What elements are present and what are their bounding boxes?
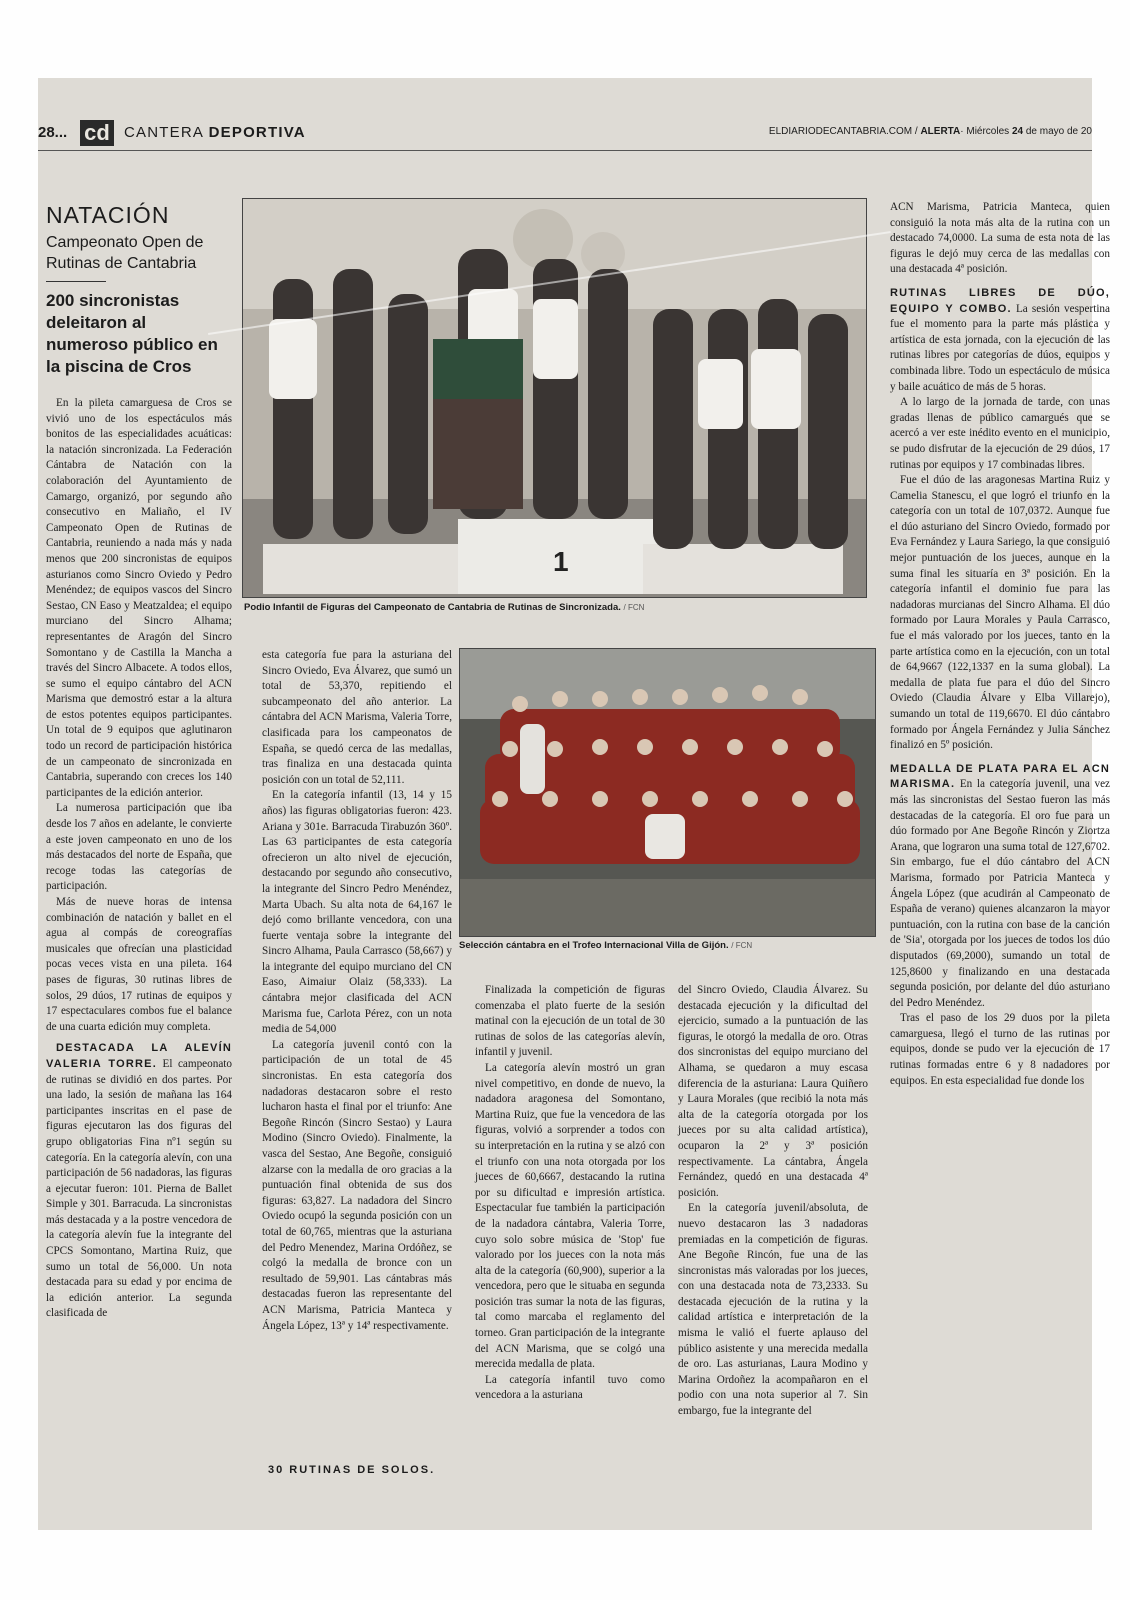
paragraph: En la categoría infantil (13, 14 y 15 años) las figuras obligatorias fueron: 423. Ariana y 301e. Barracuda Tirabuzón 360º. Las 63 participantes de esta categoría ofrecieron un alto nivel de ejecución, destacando por segundo año consecutivo, la integrante del Sincro Pedro Menéndez, Marta Ubach. Su alta nota de 64,167 le dejó como brillante vencedora, con una fuerte ventaja sobre la integrante del Sincro Alhama, Paula Carrasco (58,667) y la integrante del equipo murciano del CN Easo, Aimaiur Olaiz (58,333). La cántabra mejor clasificada del ACN Marisma fue, Carlota Pérez, con un nota media de 54,000 — [262, 789, 452, 1036]
kicker-rule — [46, 281, 106, 282]
page-number: 28... — [38, 124, 68, 141]
header-rule — [38, 150, 1092, 151]
column-2 — [262, 648, 452, 1458]
column-1 — [46, 396, 232, 1524]
paragraph: esta categoría fue para la asturiana del Sincro Oviedo, Eva Álvarez, que sumó un total de 53,370, repitiendo el subcampeonato del año anterior. La cántabra del ACN Marisma, Valeria Torre, clasificada para los campeonatos de España, se quedó cerca de las medallas, tras finaliza en una destacada quinta posición con un total de 52,111. — [262, 649, 452, 786]
paragraph: La numerosa participación que iba desde los 7 años en adelante, le convierte a este joven campeonato en uno de los más destacados del norte de España, que recoge todas las categorías de participación. — [46, 802, 232, 893]
paragraph: En la pileta camarguesa de Cros se vivió uno de los espectáculos más bonitos de las especialidades acuáticas: la natación sincronizada. La Federación Cántabra de Natación con la colaboración del Ayuntamiento de Camargo, organizó, por segundo año consecutivo en Maliaño, el IV Campeonato Open de Rutinas de Cantabria, reuniendo a nada más y nada menos que 200 sincronistas de equipos asturianos como Sincro Oviedo y Pedro Menéndez; de equipos vascos del Sincro Sestao, CN Easo y Meatzaldea; el equipo murciano del Sincro Alhama; representantes de Aragón del Sincro Somontano y de Castilla la Mancha a través del Sincro Albacete. A todos ellos, se sumo el equipo cántabro del ACN Marisma que demostró estar a la altura de estos potentes equipos participantes. Un total de 9 equipos que aglutinaron todo un record de participación histórica de un campeonato de sincronizada en Cantabria, superando con creces los 140 participantes de la edición anterior. — [46, 397, 232, 799]
paragraph: La categoría alevín mostró un gran nivel competitivo, en donde de nuevo, la nadadora aragonesa del Somontano, Martina Ruiz, que fue la vencedora de las figuras, volvió a sorprender a todos con su interpretación en la rutina y se alzó con el triunfo con una nota otorgada por los jueces de 60,6667, destacando la rutina por su dificultad e impresión artística. Espectacular fue también la participación de la nadadora cántabra, Valeria Torre, cuyo solo sobre música de 'Stop' fue valorado por los jueces con la nota más alta de la categoría (60,900), superior a la vencedora, pero que le situaba en segunda posición tras sumar la nota de las figuras, tal como marcaba el reglamento del torneo. Gran participación de la integrante del ACN Marisma, que se colgó una merecida medalla de plata. — [475, 1061, 665, 1371]
subhead-solos: 30 RUTINAS DE SOLOS. — [268, 1464, 436, 1476]
section-title: CANTERA DEPORTIVA — [124, 124, 306, 141]
kicker: NATACIÓN — [46, 202, 170, 228]
paragraph: Fue el dúo de las aragonesas Martina Ruiz y Camelia Stanescu, el que logró el triunfo en la categoría con un total de 107,0372. Aunque fue el dúo asturiano del Sincro Oviedo, formado por Eva Fernández y Laura Sariego, la que consiguió mejor puntuación de los jueces, aunque en la suma final les situaría en 3ª posición. En la categoría infantil el dominio fue para las nadadoras murcianas del Sincro Alhama. El dúo formado por Laura Morales y Paula Carrasco, fue el más valorado por los jueces, tanto en la parte artística como en la ejecución, con un total de 64,9667 (122,1337 en la suma global). La medalla de plata fue para el dúo del Sincro Oviedo (Claudia Álvare y Elba Villarejo), sumando un total de 119,6670. El dúo cántabro formado por Ángela Fernández y Julia Sánchez finalizó en 5º posición. — [890, 474, 1110, 752]
paragraph: Tras el paso de los 29 duos por la pileta camarguesa, llegó el turno de las rutinas por equipos, donde se pudo ver la ejecución de 17 rutinas formadas entre 6 y 8 nadadores por equipos. En esta especialidad fue donde los — [890, 1012, 1110, 1087]
team-photo — [459, 648, 876, 937]
paragraph: En la categoría juvenil, una vez más las sincronistas del Sestao fueron las más destacadas de la categoría. El oro fue para un dúo formado por Ane Begoñe Rincón y Ziortza Arana, que lograron una suma total de 127,6702. Sin embargo, fue el dúo cántabro del ACN Marisma, formado por Patricia Manteca y Ángela López (que acudirán al Campeonato de España de verano) quienes alcanzaron la mayor puntuación, con la rutina con base de la canción de 'Sia', otorgada por los jueces de todos los dúo disputados (69,2000), sumando un total de 125,8600 y finalizando en una destacada segunda posición, por delante del dúo asturiano del Pedro Menéndez. — [890, 778, 1110, 1009]
paragraph: Finalizada la competición de figuras comenzaba el plato fuerte de la sesión matinal con la ejecución de un total de 30 rutinas de solos de las categorías alevín, infantil y juvenil. — [475, 984, 665, 1059]
column-3 — [475, 983, 665, 1528]
paragraph: A lo largo de la jornada de tarde, con unas gradas llenas de público camargués que se acercó a ver este inédito evento en el municipio, se pudo disfrutar de la ejecución de 29 dúos, 17 rutinas por equipos y 17 combinadas libres. — [890, 396, 1110, 471]
page-header — [38, 120, 1092, 146]
paragraph: La sesión vespertina fue el momento para la parte más plástica y artística de esta jornada, con la ejecución de las rutinas libres por categorías de dúos, equipos y combinada libre. Todo un espectáculo de música y baile acuático de más de 5 horas. — [890, 302, 1110, 393]
subhead: DESTACADA LA ALEVÍN VALERIA TORRE. — [46, 1042, 232, 1070]
column-4 — [678, 983, 868, 1528]
paragraph: El campeonato de rutinas se dividió en dos partes. Por una lado, la sesión de mañana las 164 participantes inscritas en el pase de figuras ejecutaron las dos figuras del grupo obligatorias Fina nº1 según su categoría. En la categoría alevín, con una participación de 56 nadadoras, las figuras a ejecutar fueron: 101. Pierna de Ballet Simple y 301. Barracuda. La sincronistas más destacada y a la postre vencedora de la categoría alevín fue la integrante del CPCS Somontano, Martina Ruiz, que sumo un total de 56,000. Un nota destacada para su edad y por encima de la edición anterior. La segunda clasificada de — [46, 1057, 232, 1320]
paragraph: Más de nueve horas de intensa combinación de natación y ballet en el agua al compás de coreografías musicales que ofrecían una plasticidad pocas veces vista en una pileta. 164 pases de figuras, 30 rutinas libres de solos, 29 dúos, 17 rutinas de equipos y 17 espectaculares combos fue el balance de una cuarta edición muy completa. — [46, 896, 232, 1033]
podium-photo — [242, 198, 867, 598]
cd-logo: cd — [80, 120, 114, 146]
headline: 200 sincronistas deleitaron al numeroso público en la piscina de Cros — [46, 291, 218, 376]
column-5 — [890, 200, 1110, 1524]
paragraph: La categoría juvenil contó con la participación de un total de 45 sincronistas. En esta categoría dos nadadoras destacaron sobre el resto lucharon hasta el final por el triunfo: Ane Begoñe Rincón (Sincro Sestao) y Laura Modino (Sincro Oviedo). Finalmente, la vasca del Sestao, Ane Begoñe, consiguió alzarse con la medalla de oro gracias a la puntuación final obtenida de sus dos figuras: 63,827. La nadadora del Sincro Oviedo ocupó la segunda posición con un total de 60,765, mientras que la asturiana del Pedro Menendez, Marina Ordóñez, se colgó la medalla de bronce con un resultado de 59,901. Las cántabras más destacadas fueron las representante del ACN Marisma, Patricia Manteca y Ángela López, 13ª y 14ª respectivamente. — [262, 1038, 452, 1332]
paragraph: ACN Marisma, Patricia Manteca, quien consiguió la nota más alta de la rutina con un destacado 74,0000. La suma de esta nota de las figuras le dejó muy cerca de las medallas con una destacada 4ª posición. — [890, 201, 1110, 276]
paragraph: En la categoría juvenil/absoluta, de nuevo destacaron las 3 nadadoras premiadas en la competición de figuras. Ane Begoñe Rincón, fue una de las sincronistas más valoradas por los jueces, con una destacada nota de 73,2333. Su destacada ejecución de la rutina y la calidad artística e interpretación de la misma le valió el fuerte aplauso del público asistente y una merecida medalla de oro. Las asturianas, Laura Modino y Marina Ordoñez la acompañaron en el podio con una nota superior al 7. Sin embargo, fue la integrante del — [678, 1202, 868, 1418]
podium-number: 1 — [553, 546, 569, 577]
site-and-date: ELDIARIODECANTABRIA.COM / ALERTA· Miércoles 24 de mayo de 20 — [768, 126, 1092, 137]
subkicker: Campeonato Open de Rutinas de Cantabria — [46, 234, 204, 272]
podium-caption: Podio Infantil de Figuras del Campeonato de Cantabria de Rutinas de Sincronizada. / FCN — [244, 602, 645, 613]
paragraph: La categoría infantil tuvo como vencedora a la asturiana — [475, 1373, 665, 1402]
newspaper-page — [38, 78, 1110, 1530]
paragraph: del Sincro Oviedo, Claudia Álvarez. Su destacada ejecución y la dificultad del ejercicio, sumado a la puntuación de las figuras, le otorgó la medalla de oro. Otras dos sincronistas del equipo murciano del Alhama, se quedaron a muy escasa diferencia de la asturiana: Laura Quiñero y Laura Morales (que recibió la nota más alta de la categoría otorgada por los jueces por su alta calidad artística), ocuparon la 2ª y 3ª posición respectivamente. La cántabra, Ángela Fernández, quedó en una destacada 4ª posición. — [678, 984, 868, 1199]
subhead: RUTINAS LIBRES DE DÚO, EQUIPO Y COMBO. — [890, 286, 1110, 315]
team-caption: Selección cántabra en el Trofeo Internacional Villa de Gijón. / FCN — [459, 940, 753, 951]
subhead: MEDALLA DE PLATA PARA EL ACN MARISMA. — [890, 762, 1110, 791]
